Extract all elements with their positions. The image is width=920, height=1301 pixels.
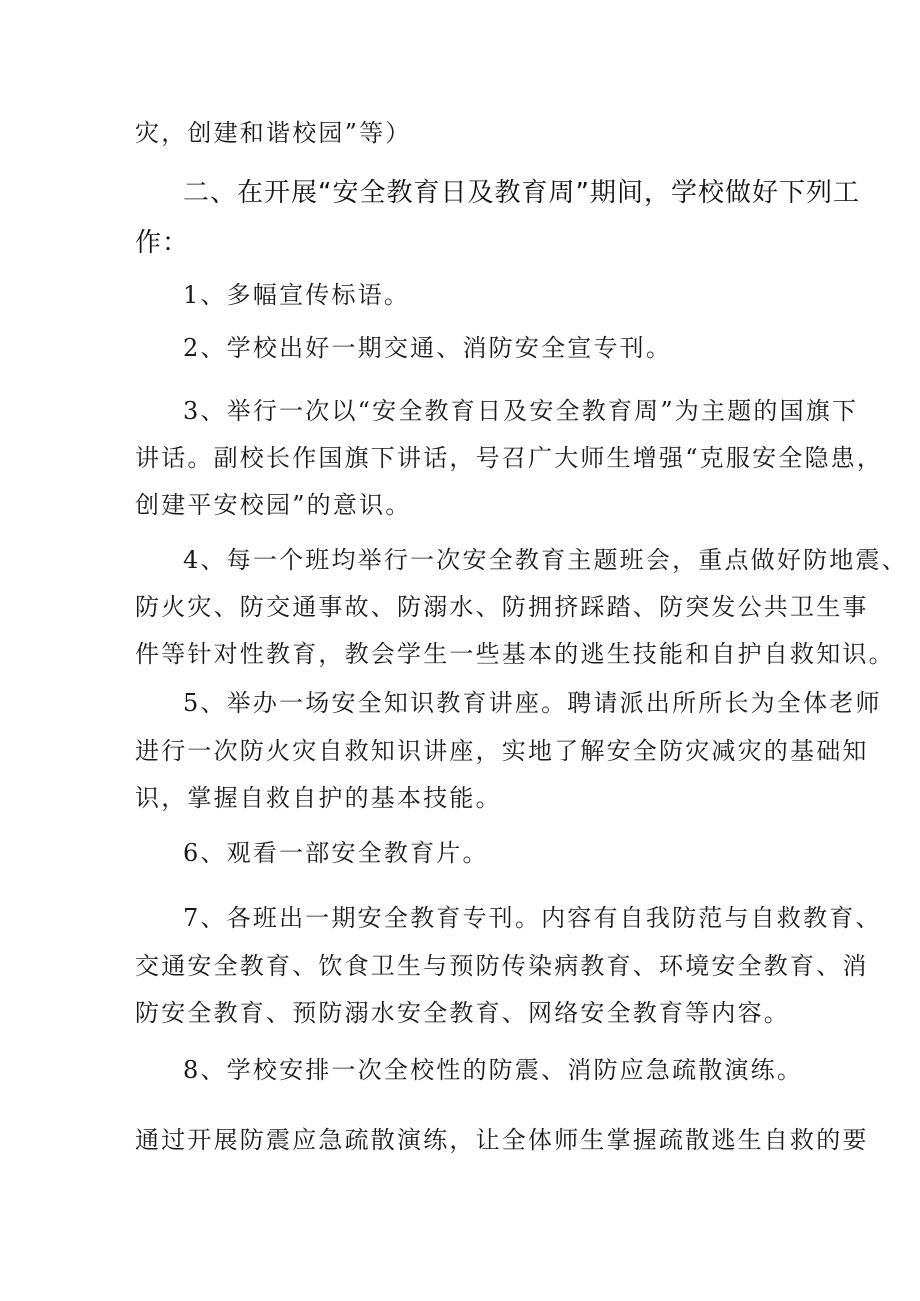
item-7-line-1: 7、各班出一期安全教育专刊。内容有自我防范与自救教育、: [183, 904, 882, 932]
item-1: 1、多幅宣传标语。: [183, 281, 411, 309]
item-3-line-2: 讲话。副校长作国旗下讲话，号召广大师生增强“克服安全隐患，: [135, 444, 884, 472]
item-3-line-1: 3、举行一次以“安全教育日及安全教育周”为主题的国旗下: [183, 397, 859, 425]
item-5-line-2: 进行一次防火灾自救知识讲座，实地了解安全防灾减灾的基础知: [135, 737, 869, 765]
item-4-line-1: 4、每一个班均举行一次安全教育主题班会，重点做好防地震、: [183, 546, 908, 574]
item-3-line-3: 创建平安校园”的意识。: [135, 491, 412, 519]
item-5-line-3: 识，掌握自救自护的基本技能。: [135, 784, 502, 812]
item-7-line-3: 防安全教育、预防溺水安全教育、网络安全教育等内容。: [135, 999, 790, 1027]
item-4-line-3: 件等针对性教育，教会学生一些基本的逃生技能和自护自救知识。: [135, 640, 895, 668]
item-6: 6、观看一部安全教育片。: [183, 839, 489, 867]
item-4-line-2: 防火灾、防交通事故、防溺水、防拥挤踩踏、防突发公共卫生事: [135, 593, 869, 621]
item-8: 8、学校安排一次全校性的防震、消防应急疏散演练。: [183, 1056, 804, 1084]
item-2: 2、学校出好一期交通、消防安全宣专刊。: [183, 334, 673, 362]
text-line-final: 通过开展防震应急疏散演练，让全体师生掌握疏散逃生自救的要: [135, 1126, 869, 1154]
item-5-line-1: 5、举办一场安全知识教育讲座。聘请派出所所长为全体老师: [183, 689, 882, 717]
section-heading-two-cont: 作：: [135, 228, 190, 258]
section-heading-two: 二、在开展“安全教育日及教育周”期间，学校做好下列工: [183, 178, 860, 208]
text-line-continuation: 灾，创建和谐校园”等）: [135, 119, 412, 147]
item-7-line-2: 交通安全教育、饮食卫生与预防传染病教育、环境安全教育、消: [135, 952, 869, 980]
